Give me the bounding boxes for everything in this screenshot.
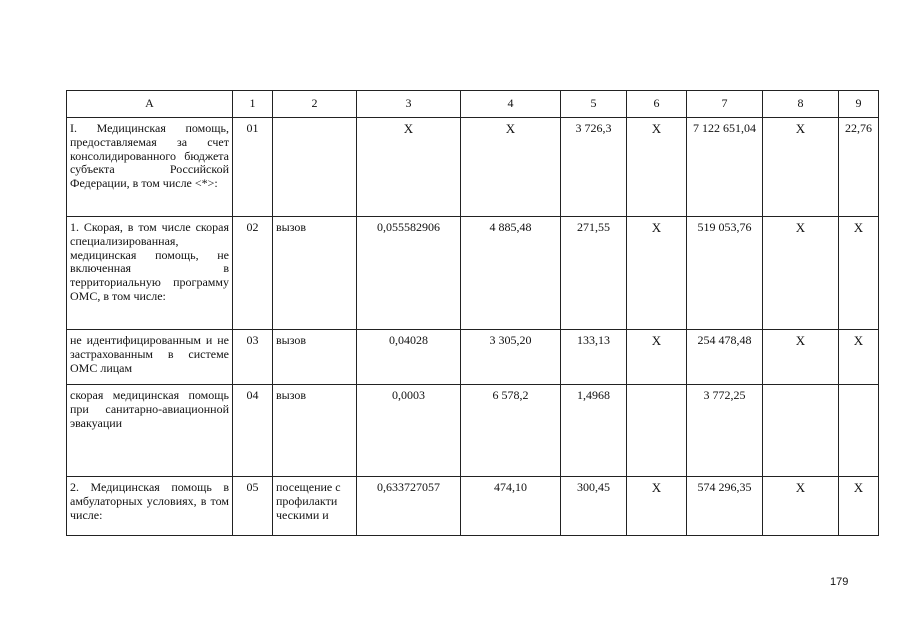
cell-col3: 0,633727057	[357, 477, 461, 536]
table-row	[67, 118, 879, 217]
column-header: 4	[461, 91, 561, 118]
cell-col9	[839, 385, 879, 477]
column-header: 5	[561, 91, 627, 118]
table-row	[67, 477, 879, 536]
cell-col6: Х	[627, 217, 687, 330]
cell-col5: 1,4968	[561, 385, 627, 477]
column-header: 9	[839, 91, 879, 118]
row-description: не идентифицированным и не застрахованным в системе ОМС лицам	[67, 330, 233, 385]
cell-col6: Х	[627, 477, 687, 536]
cell-col7: 7 122 651,04	[687, 118, 763, 217]
cell-col9: Х	[839, 477, 879, 536]
row-code: 05	[233, 477, 273, 536]
row-code: 02	[233, 217, 273, 330]
table-header-row	[67, 91, 879, 118]
cell-col7: 254 478,48	[687, 330, 763, 385]
cell-col5: 133,13	[561, 330, 627, 385]
cell-col4: 4 885,48	[461, 217, 561, 330]
cell-col5: 300,45	[561, 477, 627, 536]
row-code: 04	[233, 385, 273, 477]
cell-col6: Х	[627, 330, 687, 385]
cell-col8: Х	[763, 477, 839, 536]
column-header: 3	[357, 91, 461, 118]
cell-col3: 0,055582906	[357, 217, 461, 330]
column-header: 8	[763, 91, 839, 118]
cell-col9: Х	[839, 330, 879, 385]
table-row	[67, 217, 879, 330]
row-unit: вызов	[273, 217, 357, 330]
row-description: скорая медицинская помощь при санитарно-авиационной эвакуации	[67, 385, 233, 477]
row-unit: вызов	[273, 385, 357, 477]
cell-col6	[627, 385, 687, 477]
cell-col4: Х	[461, 118, 561, 217]
cell-col3: 0,04028	[357, 330, 461, 385]
cell-col9: 22,76	[839, 118, 879, 217]
row-unit	[273, 118, 357, 217]
page-number: 179	[830, 576, 849, 588]
row-description: 1. Скорая, в том числе скорая специализированная, медицинская помощь, не включенная в территориальную программу ОМС, в том числе:	[67, 217, 233, 330]
cell-col6: Х	[627, 118, 687, 217]
table-row	[67, 330, 879, 385]
row-description: I. Медицинская помощь, предоставляемая за счет консолидированного бюджета субъекта Российской Федерации, в том числе <*>:	[67, 118, 233, 217]
column-header: 2	[273, 91, 357, 118]
cell-col8: Х	[763, 217, 839, 330]
cell-col8: Х	[763, 118, 839, 217]
cell-col4: 3 305,20	[461, 330, 561, 385]
cell-col5: 3 726,3	[561, 118, 627, 217]
cell-col7: 574 296,35	[687, 477, 763, 536]
cell-col3: 0,0003	[357, 385, 461, 477]
row-unit: вызов	[273, 330, 357, 385]
row-unit: посещение с профилакти ческими и	[273, 477, 357, 536]
cell-col9: Х	[839, 217, 879, 330]
cell-col5: 271,55	[561, 217, 627, 330]
cell-col3: Х	[357, 118, 461, 217]
row-description: 2. Медицинская помощь в амбулаторных условиях, в том числе:	[67, 477, 233, 536]
data-table	[66, 90, 879, 536]
cell-col4: 6 578,2	[461, 385, 561, 477]
cell-col7: 519 053,76	[687, 217, 763, 330]
column-header: 1	[233, 91, 273, 118]
table-row	[67, 385, 879, 477]
column-header: А	[67, 91, 233, 118]
column-header: 7	[687, 91, 763, 118]
cell-col4: 474,10	[461, 477, 561, 536]
column-header: 6	[627, 91, 687, 118]
cell-col8	[763, 385, 839, 477]
row-code: 01	[233, 118, 273, 217]
cell-col7: 3 772,25	[687, 385, 763, 477]
cell-col8: Х	[763, 330, 839, 385]
row-code: 03	[233, 330, 273, 385]
